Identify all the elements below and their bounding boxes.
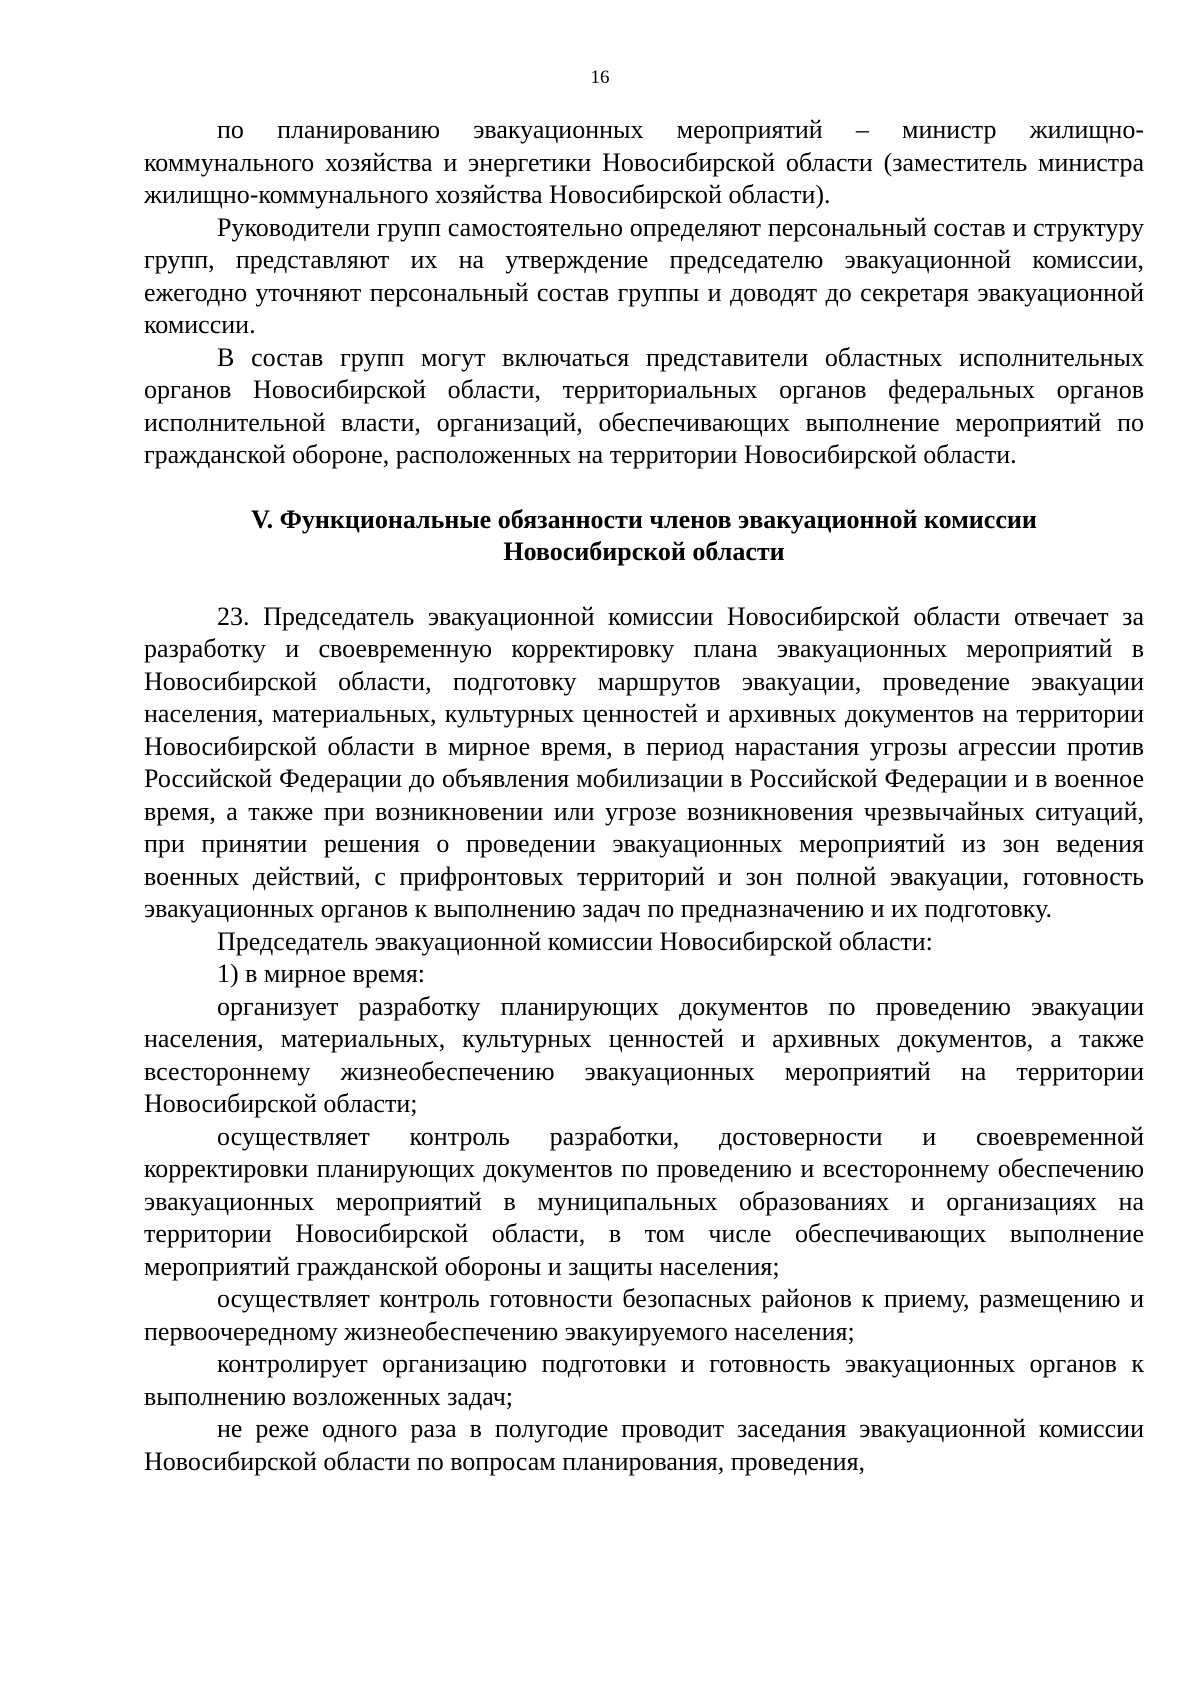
list-item-peacetime: 1) в мирное время: <box>217 959 426 988</box>
document-body <box>144 114 1144 1478</box>
paragraph-evacuation-planning-group-head: по планированию эвакуационных мероприятий – министр жилищно-коммунального хозяйства и энергетики Новосибирской области (заместитель министра жилищно-коммунального хозяйства Новосибирской области). <box>144 115 1144 209</box>
page-number: 16 <box>590 67 610 88</box>
section-heading <box>144 504 1144 569</box>
paragraph-group-composition: В состав групп могут включаться представители областных исполнительных органов Новосибирской области, территориальных органов федеральных органов исполнительной власти, организаций, обеспечивающих выполнение мероприятий по гражданской обороне, расположенных на территории Новосибирской области. <box>144 342 1144 469</box>
paragraph-controls-safe-areas: осуществляет контроль готовности безопасных районов к приему, размещению и первоочередному жизнеобеспечению эвакуируемого населения; <box>144 1284 1144 1346</box>
section-heading-line-1: V. Функциональные обязанности членов эвакуационной комиссии <box>251 504 1037 534</box>
paragraph-controls-planning-docs: осуществляет контроль разработки, достоверности и своевременной корректировки планирующих документов по проведению и всестороннему обеспечению эвакуационных мероприятий в муниципальных образованиях и организациях на территории Новосибирской области, в том числе обеспечивающих выполнение мероприятий гражданской обороны и защиты населения; <box>144 1121 1144 1281</box>
paragraph-holds-meetings: не реже одного раза в полугодие проводит заседания эвакуационной комиссии Новосибирской области по вопросам планирования, проведения, <box>144 1414 1144 1476</box>
paragraph-group-leaders: Руководители групп самостоятельно определяют персональный состав и структуру групп, представляют их на утверждение председателю эвакуационной комиссии, ежегодно уточняют персональный состав группы и доводят до секретаря эвакуационной комиссии. <box>144 212 1144 339</box>
paragraph-organizes-planning-docs: организует разработку планирующих документов по проведению эвакуации населения, материальных, культурных ценностей и архивных документов, а также всестороннему жизнеобеспечению эвакуационных мероприятий на территории Новосибирской области; <box>144 991 1144 1118</box>
paragraph-chairman-intro: Председатель эвакуационной комиссии Новосибирской области: <box>217 926 933 956</box>
paragraph-23-chairman-responsibility: 23. Председатель эвакуационной комиссии Новосибирской области отвечает за разработку и своевременную корректировку плана эвакуационных мероприятий в Новосибирской области, подготовку маршрутов эвакуации, проведение эвакуации населения, материальных, культурных ценностей и архивных документов на территории Новосибирской области в мирное время, в период нарастания угрозы агрессии против Российской Федерации до объявления мобилизации в Российской Федерации и в военное время, а также при возникновении или угрозе возникновения чрезвычайных ситуаций, при принятии решения о проведении эвакуационных мероприятий из зон ведения военных действий, с прифронтовых территорий и зон полной эвакуации, готовность эвакуационных органов к выполнению задач по предназначению и их подготовку. <box>144 601 1144 923</box>
paragraph-controls-training: контролирует организацию подготовки и готовность эвакуационных органов к выполнению возложенных задач; <box>144 1349 1144 1411</box>
section-heading-line-2: Новосибирской области <box>503 537 785 566</box>
